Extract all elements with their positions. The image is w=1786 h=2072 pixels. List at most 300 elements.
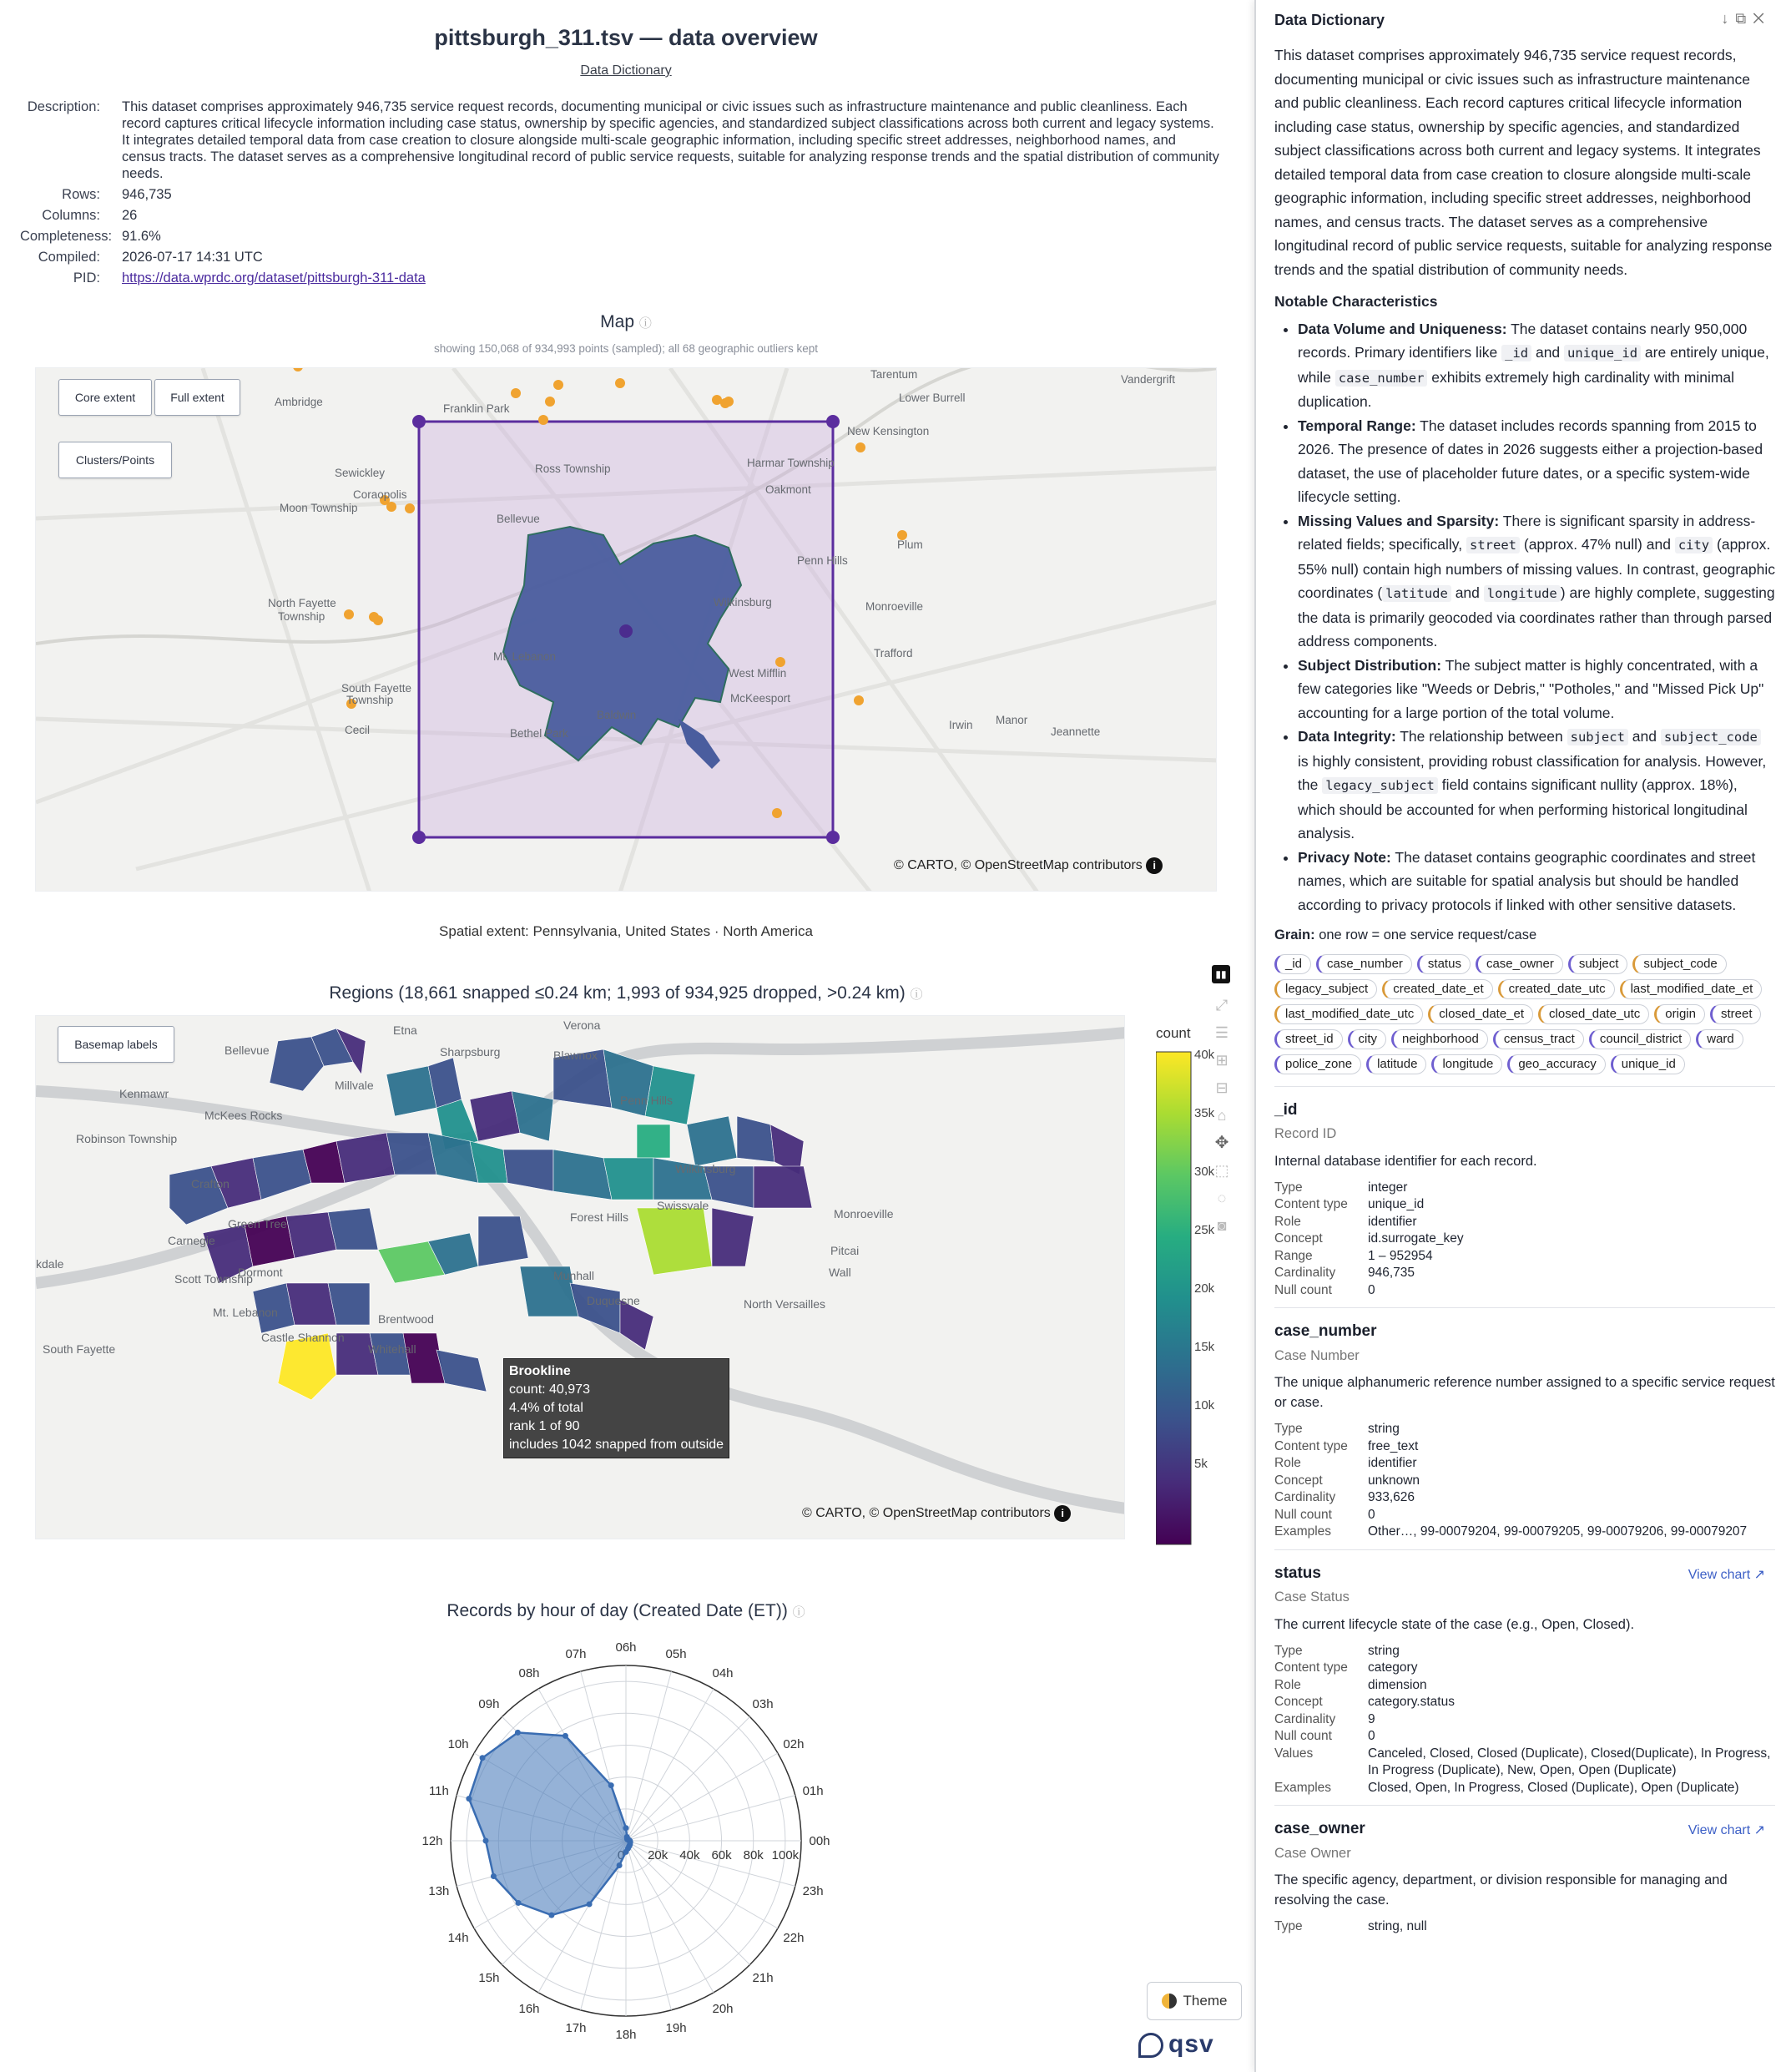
pid-label: PID: <box>73 270 100 286</box>
property-key: Concept <box>1274 1695 1323 1709</box>
hour-tick-label: 04h <box>712 1666 734 1681</box>
property-value: unknown <box>1368 1473 1420 1488</box>
outlier-point <box>772 808 782 818</box>
outlier-point <box>724 397 734 407</box>
view-chart-link[interactable]: View chart ↗ <box>1688 1823 1765 1837</box>
neighborhood-region <box>553 1150 612 1200</box>
tooltip-rank: rank 1 of 90 <box>509 1419 580 1433</box>
place-label: Jeannette <box>1051 725 1101 738</box>
theme-toggle-button[interactable] <box>1147 1982 1242 2020</box>
regions-title-text: Regions (18,661 snapped ≤0.24 km; 1,993 of 934,925 dropped, >0.24 km) <box>329 983 906 1003</box>
colorbar-tick: 30k <box>1194 1165 1215 1179</box>
tooltip-region-name: Brookline <box>509 1364 571 1378</box>
hourly-data-point <box>608 1782 614 1788</box>
field-properties <box>1274 1421 1775 1541</box>
hour-tick-label: 18h <box>615 2028 637 2042</box>
neighborhood-region <box>470 1091 520 1141</box>
property-key: Cardinality <box>1274 1711 1336 1726</box>
neighborhood-region <box>386 1066 436 1116</box>
shield-icon <box>1138 2033 1163 2058</box>
colorbar-tick: 5k <box>1194 1457 1208 1471</box>
property-value: category <box>1368 1660 1418 1675</box>
column-chip[interactable]: longitude <box>1431 1054 1502 1074</box>
outlier-point <box>511 388 521 398</box>
place-label: Mt. Lebanon <box>493 650 557 663</box>
property-key: Cardinality <box>1274 1490 1336 1504</box>
notable-item: • Temporal Range: The dataset includes records spanning from 2015 to 2026. The presence of dates in 2026 suggests either a projection-based dataset, the use of placeholder future dates, or a specific system-wide lifecycle setting. <box>1298 414 1775 509</box>
info-icon[interactable]: ⓘ <box>638 316 652 331</box>
place-label: Wilkinsburg <box>714 596 772 609</box>
info-icon[interactable]: ⓘ <box>792 1605 805 1620</box>
column-chip[interactable]: case_owner <box>1476 954 1563 974</box>
panel-controls <box>1721 10 1771 28</box>
lasso-icon[interactable]: ◌ <box>1217 1190 1227 1206</box>
hour-tick-label: 14h <box>447 1931 469 1945</box>
description-value: This dataset comprises approximately 946,735 service request records, documenting municipal or civic issues such as infrastructure maintenance and public cleanliness. Each record captures critical lifecycle information including case status, ownership by specific agencies, and standardized subject classifications across both current and legacy systems. It integrates detailed temporal data from case creation to closure alongside multi-scale geographic information, including specific street addresses, neighborhood names, and census tracts. The dataset serves as a comprehensive longitudinal record of public service requests, suitable for analyzing response trends and the spatial distribution of community needs. <box>122 99 1219 181</box>
place-label: Tarentum <box>870 368 918 381</box>
field-description: The specific agency, department, or division responsible for managing and resolving the case. <box>1274 1872 1728 1908</box>
camera-icon[interactable]: ◙ <box>1217 1217 1227 1234</box>
region-tooltip <box>503 1358 729 1458</box>
description-label: Description: <box>27 99 100 114</box>
hourly-data-point <box>587 1902 593 1908</box>
hourly-polar-chart[interactable] <box>392 1620 860 2070</box>
hour-tick-label: 11h <box>428 1783 449 1798</box>
property-key: Role <box>1274 1677 1301 1692</box>
property-value: 0 <box>1368 1282 1375 1297</box>
place-label: Monroeville <box>834 1207 894 1220</box>
pid-link[interactable]: https://data.wprdc.org/dataset/pittsburgh-311-data <box>122 270 426 286</box>
polar-title-text: Records by hour of day (Created Date (ET)) <box>446 1601 788 1620</box>
place-label: North Fayette <box>268 597 336 609</box>
field-card <box>1274 1805 1775 1936</box>
property-value: 1 – 952954 <box>1368 1248 1433 1263</box>
neighborhood-region <box>687 1116 737 1166</box>
compiled-label: Compiled: <box>38 250 100 265</box>
place-label: Township <box>278 610 325 623</box>
place-label: Dormont <box>238 1266 283 1279</box>
column-chip[interactable]: latitude <box>1366 1054 1426 1074</box>
columns-value: 26 <box>122 208 138 223</box>
place-label: Verona <box>563 1018 601 1032</box>
place-label: Wilkinsburg <box>675 1162 736 1175</box>
place-label: McKeesport <box>730 692 791 705</box>
points-map[interactable] <box>35 367 1217 892</box>
outlier-point <box>854 695 864 705</box>
metadata-block <box>20 99 1222 291</box>
hour-tick-label: 23h <box>802 1884 824 1899</box>
info-icon[interactable]: ⓘ <box>910 988 923 1002</box>
property-key: Content type <box>1274 1197 1348 1211</box>
place-label: Ambridge <box>275 396 323 408</box>
outlier-point <box>293 368 303 371</box>
property-value: free_text <box>1368 1438 1419 1453</box>
column-chips <box>1274 954 1775 1074</box>
field-properties <box>1274 1918 1775 1936</box>
hour-tick-label: 05h <box>665 1646 687 1661</box>
neighborhood-region <box>478 1216 528 1266</box>
field-card <box>1274 1086 1775 1300</box>
column-chip[interactable]: council_district <box>1589 1029 1691 1049</box>
place-label: Ross Township <box>535 462 611 475</box>
close-icon[interactable]: ✕ <box>1753 10 1771 27</box>
outlier-point <box>615 378 625 388</box>
place-label: Kenmawr <box>119 1087 169 1100</box>
place-label: Swissvale <box>657 1199 709 1212</box>
hourly-data-point <box>480 1755 486 1761</box>
property-key: Examples <box>1274 1524 1332 1539</box>
neighborhood-region <box>436 1350 487 1392</box>
property-value: dimension <box>1368 1677 1427 1692</box>
property-row <box>1274 1455 1775 1473</box>
pan-icon[interactable]: ✥ <box>1214 1134 1229 1152</box>
column-chip[interactable]: _id <box>1274 954 1311 974</box>
property-key: Concept <box>1274 1231 1323 1246</box>
download-icon[interactable]: ↓ <box>1721 10 1736 27</box>
property-key: Type <box>1274 1180 1303 1195</box>
column-chip[interactable]: police_zone <box>1274 1054 1361 1074</box>
column-chip[interactable]: neighborhood <box>1391 1029 1488 1049</box>
radial-tick-label: 60k <box>711 1848 732 1862</box>
column-chip[interactable]: geo_accuracy <box>1507 1054 1605 1074</box>
property-row <box>1274 1746 1775 1780</box>
hour-tick-label: 09h <box>478 1696 500 1711</box>
place-label: South Fayette <box>43 1342 116 1356</box>
page-title: pittsburgh_311.tsv — data overview <box>434 25 818 50</box>
place-label: Brentwood <box>378 1312 434 1326</box>
colorbar-tick: 25k <box>1194 1223 1215 1237</box>
qsv-logo <box>1138 2030 1214 2059</box>
place-label: Munhall <box>553 1269 595 1282</box>
outlier-point <box>553 380 563 390</box>
property-key: Type <box>1274 1422 1303 1436</box>
property-value: 933,626 <box>1368 1490 1415 1504</box>
column-chip[interactable]: status <box>1417 954 1471 974</box>
notable-item: • Subject Distribution: The subject matter is highly concentrated, with a few categories like "Weeds or Debris," "Potholes," and "Missed Pick Up" accounting for a large portion of the total volume. <box>1298 654 1775 725</box>
property-value: identifier <box>1368 1214 1417 1229</box>
place-label: Millvale <box>335 1079 374 1092</box>
field-description: The current lifecycle state of the case (e.g., Open, Closed). <box>1274 1616 1635 1632</box>
place-label: New Kensington <box>847 425 930 437</box>
place-label: Manor <box>996 714 1028 726</box>
column-chip[interactable]: street_id <box>1274 1029 1343 1049</box>
panel-intro: This dataset comprises approximately 946,735 service request records, documenting municipal or civic issues such as infrastructure maintenance and public cleanliness. Each record captures critical lifecycle information including case status, ownership by specific agencies, and standardized subject classifications across both current and legacy systems. It integrates detailed temporal data from case creation to closure alongside multi-scale geographic information, including specific street addresses, neighborhood names, and census tracts. The dataset serves as a comprehensive longitudinal record of public service requests, suitable for analyzing response trends and the spatial distribution of community needs. <box>1274 47 1773 278</box>
property-key: Cardinality <box>1274 1266 1336 1280</box>
hour-tick-label: 03h <box>752 1696 774 1711</box>
hour-tick-label: 07h <box>565 1646 587 1661</box>
place-label: Forest Hills <box>570 1210 629 1224</box>
field-card <box>1274 1307 1775 1541</box>
data-dictionary-panel <box>1254 0 1786 2072</box>
column-chip[interactable]: closed_date_et <box>1428 1004 1533 1024</box>
map-subtitle: showing 150,068 of 934,993 points (sampled); all 68 geographic outliers kept <box>433 342 819 355</box>
angular-gridline <box>626 1689 714 1841</box>
place-label: West Mifflin <box>729 667 787 680</box>
colorbar-tick: 10k <box>1194 1398 1215 1412</box>
notable-list <box>1274 317 1775 917</box>
property-row <box>1274 1214 1775 1231</box>
property-value: Other…, 99-00079204, 99-00079205, 99-00079206, 99-00079207 <box>1368 1524 1748 1539</box>
points-map-canvas[interactable] <box>36 368 1217 892</box>
place-label: McKees Rocks <box>204 1109 283 1122</box>
property-value: string, null <box>1368 1919 1427 1933</box>
rows-label: Rows: <box>62 187 100 202</box>
property-key: Examples <box>1274 1780 1332 1795</box>
place-label: Oakmont <box>765 483 811 496</box>
place-label: kdale <box>36 1257 64 1271</box>
place-label: Sharpsburg <box>440 1045 501 1059</box>
colorbar-tick: 40k <box>1194 1048 1215 1062</box>
property-value: id.surrogate_key <box>1368 1231 1464 1246</box>
hourly-data-point <box>483 1838 489 1844</box>
column-chip[interactable]: street <box>1710 1004 1762 1024</box>
field-label: Case Status <box>1274 1589 1350 1605</box>
column-chip[interactable]: case_number <box>1316 954 1412 974</box>
neighborhood-region <box>754 1166 812 1208</box>
regions-attribution <box>802 1505 1071 1522</box>
place-label: Trafford <box>874 647 913 660</box>
property-value: identifier <box>1368 1456 1417 1470</box>
outlier-point <box>545 397 555 407</box>
zoom-out-icon[interactable]: ⊟ <box>1215 1079 1229 1096</box>
hour-tick-label: 12h <box>421 1834 443 1848</box>
place-label: Mt. Lebanon <box>213 1306 278 1319</box>
bar-chart-icon[interactable]: ▮▮ <box>1212 965 1230 983</box>
polar-title <box>0 1601 1252 1621</box>
property-value: string <box>1368 1422 1400 1436</box>
place-label: Irwin <box>949 719 973 731</box>
regions-choropleth-map[interactable] <box>35 1015 1125 1539</box>
hourly-data-point <box>623 1825 629 1831</box>
column-chip[interactable]: origin <box>1654 1004 1705 1024</box>
zoom-in-icon[interactable]: ⊞ <box>1215 1052 1229 1069</box>
hourly-data-point <box>563 1733 568 1739</box>
column-chip[interactable]: unique_id <box>1611 1054 1685 1074</box>
property-row <box>1274 1643 1775 1660</box>
field-properties <box>1274 1180 1775 1300</box>
extent-handle <box>826 831 840 844</box>
hourly-data-point <box>628 1839 633 1845</box>
field-name: _id <box>1274 1100 1298 1119</box>
notable-item: • Privacy Note: The dataset contains geographic coordinates and street names, which are suitable for spatial analysis but should be handled according to privacy protocols if linked with other sensitive datasets. <box>1298 846 1775 917</box>
colorbar-rect <box>1156 1052 1191 1544</box>
property-value: unique_id <box>1368 1197 1425 1211</box>
place-label: Coraopolis <box>353 488 407 501</box>
property-row <box>1274 1524 1775 1541</box>
property-row <box>1274 1677 1775 1695</box>
neighborhood-region <box>286 1212 336 1258</box>
notable-item: • Missing Values and Sparsity: There is significant sparsity in address-related fields; specifically, street (approx. 47% null) and city (approx. 55% null) contain high numbers of missing values. In contrast, geographic coordinates ( latitude and longitude ) are highly complete, suggesting the data is primarily geocoded via coordinates rather than through parsed address components. <box>1298 509 1775 654</box>
popout-icon[interactable]: ⧉ <box>1735 10 1753 27</box>
regions-map-canvas[interactable] <box>36 1016 1125 1539</box>
hour-tick-label: 06h <box>615 1640 637 1655</box>
hour-tick-label: 17h <box>565 2021 587 2036</box>
property-row <box>1274 1780 1775 1797</box>
column-chip[interactable]: created_date_utc <box>1498 979 1615 999</box>
column-chip[interactable]: last_modified_date_et <box>1620 979 1763 999</box>
full-extent-button[interactable]: Full extent <box>154 379 240 416</box>
place-label: Blawnox <box>553 1049 598 1062</box>
angular-gridline <box>626 1753 778 1841</box>
property-row <box>1274 1438 1775 1456</box>
radial-tick-label: 100k <box>771 1848 800 1862</box>
property-key: Role <box>1274 1214 1301 1229</box>
hourly-data-point <box>491 1873 497 1879</box>
clusters-points-toggle[interactable]: Clusters/Points <box>58 442 172 478</box>
property-row <box>1274 1473 1775 1490</box>
column-chip[interactable]: city <box>1348 1029 1387 1049</box>
field-label: Case Number <box>1274 1347 1360 1363</box>
grain-label: Grain: <box>1274 927 1315 943</box>
property-row <box>1274 1231 1775 1248</box>
column-chip[interactable]: census_tract <box>1493 1029 1584 1049</box>
property-row <box>1274 1265 1775 1282</box>
map-attribution-text: © CARTO, © OpenStreetMap contributors <box>894 858 1143 873</box>
hour-tick-label: 00h <box>809 1834 830 1848</box>
tooltip-snapped: includes 1042 snapped from outside <box>509 1438 724 1452</box>
column-chip[interactable]: created_date_et <box>1382 979 1492 999</box>
map-title <box>0 312 1252 332</box>
property-key: Type <box>1274 1643 1303 1658</box>
panel-title: Data Dictionary <box>1274 12 1385 28</box>
grain-line <box>1274 923 1775 948</box>
field-properties <box>1274 1643 1775 1797</box>
view-chart-link[interactable]: View chart ↗ <box>1688 1567 1765 1582</box>
attribution-info-icon[interactable]: i <box>1146 857 1163 874</box>
completeness-value: 91.6% <box>122 229 161 244</box>
core-extent-button[interactable]: Core extent <box>58 379 152 416</box>
column-chip[interactable]: last_modified_date_utc <box>1274 1004 1423 1024</box>
outlier-point <box>405 503 415 513</box>
property-row <box>1274 1918 1775 1936</box>
neighborhood-region <box>253 1150 311 1200</box>
extent-handle <box>412 831 426 844</box>
hour-tick-label: 01h <box>802 1783 824 1798</box>
hour-tick-label: 21h <box>752 1971 774 1986</box>
theme-label: Theme <box>1183 1993 1228 2009</box>
neighborhood-region <box>737 1116 774 1162</box>
place-label: Pitcai <box>830 1244 860 1257</box>
place-label: Carnegie <box>168 1234 215 1247</box>
radial-tick-label: 80k <box>743 1848 764 1862</box>
place-label: Green Tree <box>228 1217 287 1231</box>
place-label: Baldwin <box>597 709 637 721</box>
list-icon[interactable]: ☰ <box>1214 1024 1229 1041</box>
map-title-text: Map <box>600 312 634 331</box>
outlier-point <box>855 442 865 452</box>
compiled-value: 2026-07-17 14:31 UTC <box>122 250 263 265</box>
property-value: string <box>1368 1643 1400 1658</box>
outlier-point <box>775 657 785 667</box>
field-label: Record ID <box>1274 1126 1337 1141</box>
place-label: Robinson Township <box>76 1132 178 1145</box>
logo-text: qsv <box>1168 2030 1214 2058</box>
column-chip[interactable]: subject_code <box>1632 954 1726 974</box>
fullscreen-icon[interactable]: ⤢ <box>1215 997 1229 1013</box>
column-chip[interactable]: closed_date_utc <box>1538 1004 1649 1024</box>
centroid-marker <box>619 624 633 638</box>
radial-tick-label: 40k <box>679 1848 700 1862</box>
hour-tick-label: 20h <box>712 2001 734 2016</box>
field-description: Internal database identifier for each record. <box>1274 1153 1537 1169</box>
place-label: Penn Hills <box>797 554 848 567</box>
column-chip[interactable]: legacy_subject <box>1274 979 1377 999</box>
place-label: Crafton <box>191 1177 230 1190</box>
neighborhood-region <box>503 1150 553 1191</box>
property-key: Concept <box>1274 1473 1323 1488</box>
field-list <box>1274 1086 1775 1936</box>
plot-modebar <box>1212 965 1232 1240</box>
column-chip[interactable]: ward <box>1696 1029 1743 1049</box>
property-value: integer <box>1368 1180 1408 1195</box>
place-label: Cecil <box>345 724 371 736</box>
place-label: South Fayette <box>341 682 412 695</box>
hour-tick-label: 19h <box>665 2021 687 2036</box>
place-label: Moon Township <box>280 502 358 514</box>
neighborhood-region <box>637 1208 712 1275</box>
hourly-series-area <box>469 1732 630 1915</box>
angular-gridline <box>626 1796 795 1841</box>
basemap-labels-button[interactable]: Basemap labels <box>58 1026 174 1063</box>
data-dictionary-link[interactable]: Data Dictionary <box>580 63 672 78</box>
regions-title <box>0 983 1252 1003</box>
regions-attribution-text: © CARTO, © OpenStreetMap contributors <box>802 1506 1051 1521</box>
property-key: Content type <box>1274 1660 1348 1675</box>
neighborhood-region <box>328 1208 378 1250</box>
attribution-info-icon[interactable]: i <box>1054 1505 1071 1522</box>
panel-body <box>1274 43 1775 1936</box>
hourly-data-point <box>466 1796 472 1802</box>
property-key: Null count <box>1274 1282 1332 1297</box>
hour-tick-label: 02h <box>783 1737 805 1751</box>
property-key: Values <box>1274 1746 1314 1761</box>
property-row <box>1274 1711 1775 1729</box>
column-chip[interactable]: subject <box>1568 954 1628 974</box>
field-name: status <box>1274 1564 1321 1582</box>
grain-value: one row = one service request/case <box>1319 927 1537 943</box>
notable-item: • Data Volume and Uniqueness: The dataset contains nearly 950,000 records. Primary identifiers like _id and unique_id are entirely unique, while case_number exhibits extremely high cardinality with minimal duplication. <box>1298 317 1775 414</box>
notable-title: Notable Characteristics <box>1274 293 1438 310</box>
select-icon[interactable]: ⬚ <box>1214 1162 1229 1179</box>
colorbar-tick: 15k <box>1194 1340 1215 1354</box>
property-key: Null count <box>1274 1507 1332 1522</box>
hour-tick-label: 08h <box>518 1666 540 1681</box>
property-row <box>1274 1196 1775 1214</box>
property-row <box>1274 1694 1775 1711</box>
columns-label: Columns: <box>42 208 100 223</box>
property-row <box>1274 1728 1775 1746</box>
neighborhood-region <box>603 1158 653 1200</box>
theme-icon <box>1162 1994 1177 2009</box>
property-key: Null count <box>1274 1729 1332 1743</box>
home-icon[interactable]: ⌂ <box>1217 1107 1227 1124</box>
place-label: Sewickley <box>335 467 386 479</box>
field-description: The unique alphanumeric reference number assigned to a specific service request or case. <box>1274 1375 1775 1410</box>
extent-handle <box>826 415 840 428</box>
field-card <box>1274 1549 1775 1797</box>
extent-handle <box>412 415 426 428</box>
place-label: Franklin Park <box>443 402 510 415</box>
angular-gridline <box>626 1841 714 1993</box>
outlier-point <box>373 615 383 625</box>
neighborhood-region <box>637 1124 670 1158</box>
map-attribution <box>894 857 1163 874</box>
property-key: Role <box>1274 1456 1301 1470</box>
place-label: Duquesne <box>587 1294 640 1307</box>
hourly-data-point <box>516 1900 522 1906</box>
outlier-point <box>538 415 548 425</box>
spatial-extent-note: Spatial extent: Pennsylvania, United States · North America <box>439 923 813 939</box>
